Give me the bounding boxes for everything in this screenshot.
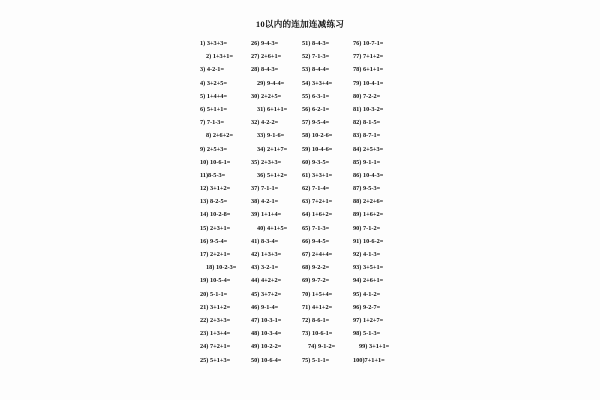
exercise-item: 30) 2+2+5= [251,92,282,100]
exercise-item: 99) 3+1+1= [359,343,390,351]
exercise-item: 9) 2+5+3= [200,145,228,153]
exercise-item: 20) 5-1-1= [200,290,228,298]
exercise-item: 100)7+1+1= [353,356,385,364]
exercise-item: 62) 7-1-4= [302,185,330,193]
exercise-item: 10) 10-6-1= [200,158,231,166]
exercise-item: 66) 9-4-5= [302,237,330,245]
exercise-item: 23) 1+3+4= [200,330,231,338]
exercise-item: 94) 2+6+1= [353,277,384,285]
exercise-item: 27) 2+6+1= [251,53,282,61]
exercise-item: 79) 10-4-1= [353,79,384,87]
exercise-item: 82) 8-1-5= [353,119,381,127]
exercise-item: 53) 8-4-4= [302,66,330,74]
exercise-item: 43) 3-2-1= [251,264,279,272]
exercise-item: 36) 5+1+2= [257,171,288,179]
exercise-item: 38) 4-2-1= [251,198,279,206]
exercise-item: 46) 9-1-4= [251,303,279,311]
exercise-item: 84) 2+5+3= [353,145,384,153]
exercise-item: 80) 7-2-2= [353,92,381,100]
exercise-item: 45) 3+7+2= [251,290,282,298]
exercise-item: 42) 1+3+3= [251,251,282,258]
exercise-item: 26) 9-4-3= [251,40,279,47]
exercise-item: 13) 8-2-5= [200,198,228,206]
exercise-item: 5) 1+4+4= [200,92,228,100]
exercise-item: 91) 10-6-2= [353,237,384,245]
exercise-item: 34) 2+1+7= [257,145,288,153]
exercise-item: 33) 9-1-6= [257,132,285,140]
exercise-item: 1) 3+3+3= [200,40,228,47]
exercise-item: 54) 3+3+4= [302,79,333,87]
exercise-item: 52) 7-1-3= [302,53,330,61]
exercise-item: 6) 5+1+1= [200,105,228,113]
exercise-item: 40) 4+1+5= [257,224,288,232]
exercise-item: 17) 2+2+1= [200,251,231,258]
exercise-item: 3) 4-2-1= [200,66,225,74]
exercise-item: 25) 5+1+3= [200,356,231,364]
exercise-item: 57) 9-5-4= [302,119,330,127]
exercise-item: 12) 3+1+2= [200,185,231,193]
exercise-item: 65) 7-1-3= [302,224,330,232]
exercise-item: 92) 4-1-3= [353,251,381,258]
exercise-item: 59) 10-4-6= [302,145,333,153]
exercise-item: 50) 10-6-4= [251,356,282,364]
exercise-item: 78) 6+1+1= [353,66,384,74]
exercise-item: 76) 10-7-1= [353,40,384,47]
exercise-item: 41) 8-3-4= [251,237,279,245]
exercise-item: 11)8-5-3= [200,171,226,179]
exercise-item: 49) 10-2-2= [251,343,282,351]
exercise-item: 70) 1+5+4= [302,290,333,298]
exercise-item: 44) 4+2+2= [251,277,282,285]
exercise-item: 90) 7-1-2= [353,224,381,232]
exercise-item: 28) 8-4-3= [251,66,279,74]
exercise-item: 18) 10-2-3= [206,264,237,272]
exercise-item: 58) 10-2-6= [302,132,333,140]
exercise-item: 47) 10-3-1= [251,316,282,324]
exercise-item: 75) 5-1-1= [302,356,330,364]
exercise-item: 68) 9-2-2= [302,264,330,272]
exercise-item: 98) 5-1-3= [353,330,381,338]
exercise-item: 31) 6+1+1= [257,105,288,113]
exercise-item: 96) 9-2-7= [353,303,381,311]
exercise-item: 85) 9-1-1= [353,158,381,166]
exercise-item: 81) 10-3-2= [353,105,384,113]
exercise-item: 22) 2+3+3= [200,316,231,324]
exercise-item: 63) 7+2+1= [302,198,333,206]
exercise-item: 21) 3+1+2= [200,303,231,311]
exercise-item: 60) 9-3-5= [302,158,330,166]
exercise-item: 64) 1+6+2= [302,211,333,219]
exercise-item: 67) 2+4+4= [302,251,333,258]
exercise-item: 77) 7+1+2= [353,53,384,61]
exercise-item: 93) 3+5+1= [353,264,384,272]
exercise-item: 88) 2+2+6= [353,198,384,206]
exercise-item: 19) 10-5-4= [200,277,231,285]
exercise-item: 89) 1+6+2= [353,211,384,219]
exercise-item: 4) 3+2+5= [200,79,228,87]
exercise-item: 74) 9-1-2= [308,343,336,351]
exercise-item: 95) 4-1-2= [353,290,381,298]
exercise-item: 14) 10-2-8= [200,211,231,219]
exercise-item: 61) 3+3+1= [302,171,333,179]
exercise-item: 15) 2+3+1= [200,224,231,232]
exercise-grid [200,37,430,362]
exercise-item: 69) 9-7-2= [302,277,330,285]
exercise-item: 2) 1+3+1= [206,53,234,61]
exercise-item: 51) 8-4-3= [302,40,330,47]
exercise-item: 37) 7-1-1= [251,185,279,193]
exercise-item: 83) 8-7-1= [353,132,381,140]
exercise-item: 24) 7+2+1= [200,343,231,351]
exercise-item: 39) 1+1+4= [251,211,282,219]
exercise-item: 32) 4-2-2= [251,119,279,127]
exercise-item: 71) 4+1+2= [302,303,333,311]
exercise-item: 86) 10-4-3= [353,171,384,179]
exercise-item: 56) 6-2-1= [302,105,330,113]
exercise-item: 48) 10-3-4= [251,330,282,338]
exercise-item: 16) 9-5-4= [200,237,228,245]
exercise-item: 8) 2+6+2= [206,132,234,140]
page-title: 10以内的连加连减练习 [255,19,345,29]
exercise-item: 55) 6-3-1= [302,92,330,100]
exercise-item: 35) 2+3+3= [251,158,282,166]
exercise-item: 97) 1+2+7= [353,316,384,324]
exercise-item: 72) 8-6-1= [302,316,330,324]
exercise-item: 7) 7-1-3= [200,119,225,127]
exercise-item: 87) 9-5-3= [353,185,381,193]
exercise-item: 29) 9-4-4= [257,79,285,87]
exercise-item: 73) 10-6-1= [302,330,333,338]
